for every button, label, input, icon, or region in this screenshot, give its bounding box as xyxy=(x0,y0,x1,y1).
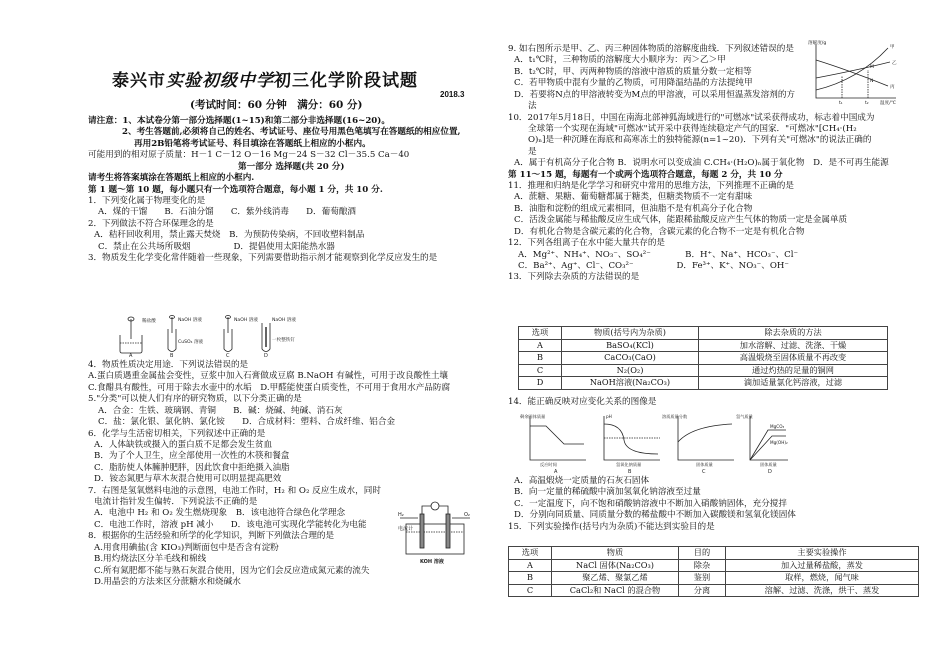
question-14 xyxy=(508,397,918,408)
question-stem: 11．推理和归纳是化学学习和研究中常用的思维方法，下列推理不正确的是 xyxy=(508,181,794,192)
q9-label: 乙 xyxy=(892,61,897,66)
q7-fuel-cell-figure xyxy=(396,500,476,566)
part1-title: 第一部分 选择题(共 20 分) xyxy=(238,161,345,172)
q7-label-o2: O₂ xyxy=(464,512,470,518)
question-stem: 5."分类"可以使人们有序的研究物质，以下分类正确的是 xyxy=(88,394,302,405)
table-cell: C xyxy=(509,584,552,597)
q14-axis-label: 氢氧化钠质量 xyxy=(616,462,642,467)
q3-figure xyxy=(112,313,312,357)
question-option: A．电池中 H₂ 和 O₂ 发生燃烧现象 B．该电池符合绿色化学理念 xyxy=(94,508,346,519)
q14-graph-letter: B xyxy=(628,469,632,474)
notice-item2b: 再用2B铅笔将考试证号、科目填涂在答题纸上相应的小框内。 xyxy=(134,138,371,149)
q3-letter: B xyxy=(170,353,174,357)
question-option: A．蔗糖、果糖、葡萄糖都属于糖类，但糖类物质不一定有甜味 xyxy=(514,192,753,203)
question-option: B．t₂℃时，甲、丙两种物质的溶液中溶质的质量分数一定相等 xyxy=(514,66,752,77)
table-cell: B xyxy=(509,572,552,585)
q14-axis-label: 溶质质量分数 xyxy=(662,414,688,419)
question-option: C．若甲物质中混有少量的乙物质，可用降温结晶的方法提纯甲 xyxy=(514,78,753,89)
q14-graph-letter: D xyxy=(768,469,772,474)
question-option: D．分别向同质量、同质量分数的稀盐酸中不断加入碳酸镁和氢氧化镁固体 xyxy=(514,510,796,521)
part1-instruction: 请考生将答案填涂在答题纸上相应的小框内. xyxy=(88,173,255,184)
question-stem: 8．根据你的生活经验和所学的化学知识，判断下列做法合理的是 xyxy=(88,531,335,542)
q3-letter: C xyxy=(226,353,230,357)
table-cell: CaCl₂和 NaCl 的混合物 xyxy=(552,584,679,597)
q3-letter: A xyxy=(129,353,133,357)
question-option: C.食醋具有酸性，可用于除去水壶中的水垢 D.甲醛能使蛋白质变性，不可用于食用水产品防腐 xyxy=(88,382,451,393)
table-cell: D xyxy=(519,377,562,390)
question-option: D.用晶尝的方法来区分蔗糖水和烧碱水 xyxy=(94,577,241,588)
table-header-row xyxy=(519,327,888,340)
question-option: C．电池工作时，溶液 pH 减小 D．该电池可实现化学能转化为电能 xyxy=(94,519,367,530)
table-13 xyxy=(518,326,888,390)
question-4 xyxy=(88,360,483,394)
question-option: A．人体缺铁或摄入的蛋白质不足都会发生贫血 xyxy=(94,439,273,450)
q9-label: N xyxy=(870,79,874,84)
section-b: 第 11～15 题，每题有一个或两个选项符合题意，每题 2 分，共 10 分 xyxy=(508,169,783,180)
notice-block xyxy=(88,116,483,264)
question-option: C．一定温度下，向不饱和硝酸钠溶液中不断加入硝酸钠固体，充分搅拌 xyxy=(514,498,787,509)
question-15-stem: 15．下列实验操作(括号内为杂质)不能达到实验目的是 xyxy=(508,521,715,532)
q9-label: 溶解度/g xyxy=(808,41,827,46)
question-option: A．t₁℃时，三种物质的溶解度大小顺序为：丙＞乙＞甲 xyxy=(514,55,726,66)
question-option: D．有机化合物是含碳元素的化合物，含碳元素的化合物不一定是有机化合物 xyxy=(514,226,805,237)
table-header: 除去杂质的方法 xyxy=(699,327,888,340)
question-stem: 10．2017年5月18日，中国在南海北部神狐海域进行的"可燃冰"试采获得成功，标志着中国成为 xyxy=(508,112,875,123)
exam-title xyxy=(112,70,418,93)
question-option: D．铵态氮肥与草木灰混合使用可以明显提高肥效 xyxy=(94,474,282,485)
q14-axis-label: 剩余固体质量 xyxy=(520,414,546,419)
question-stem: 7．右图是氢氧燃料电池的示意图，电池工作时，H₂ 和 O₂ 反应生成水，同时 xyxy=(88,485,381,496)
question-11 xyxy=(508,181,918,238)
section-a: 第 1 题～第 10 题，每小题只有一个选项符合题意，每小题 1 分，共 10 分. xyxy=(88,184,383,195)
q9-label: 温度/℃ xyxy=(880,101,896,106)
q9-label: t₂ xyxy=(865,101,869,106)
table-cell: A xyxy=(509,559,552,572)
question-option: C．活泼金属能与稀盐酸反应生成气体，能跟稀盐酸反应产生气体的物质一定是金属单质 xyxy=(514,215,848,226)
question-line: O)ₙ]是一种沉睡在海底和高寒冻土的独特能源(n=1~20)．下列有关"可燃冰"的说法正确的 xyxy=(528,135,872,146)
q9-label: t₁ xyxy=(839,101,843,106)
q3-label: CuSO₄ 溶液 xyxy=(178,340,204,345)
q14-options xyxy=(508,476,918,533)
question-stem: 3．物质发生化学变化常伴随着一些现象，下列需要借助指示剂才能观察到化学反应发生的是 xyxy=(88,253,438,264)
question-option: B．向一定量的稀硫酸中滴加氢氧化钠溶液至过量 xyxy=(514,487,701,498)
table-header: 目的 xyxy=(679,547,726,560)
table-cell: NaOH溶液(Na₂CO₃) xyxy=(562,377,699,390)
table-cell: 滴加适量氯化钙溶液，过滤 xyxy=(699,377,888,390)
fuel-cell-drawing xyxy=(396,500,476,566)
question-option: A．Mg²⁺、NH₄⁺、NO₃⁻、SO₄²⁻ B．H⁺、Na⁺、HCO₃⁻、Cl⁻ xyxy=(518,249,798,260)
table-header: 主要实验操作 xyxy=(726,547,919,560)
question-stem: 2．下列做法不符合环保理念的是 xyxy=(88,218,214,229)
table-cell: 鉴别 xyxy=(679,572,726,585)
question-option: B．为了个人卫生，应全部使用一次性的木筷和餐盒 xyxy=(94,451,290,462)
table-15 xyxy=(508,546,919,597)
table-15-wrap xyxy=(508,546,919,597)
table-header-row xyxy=(509,547,919,560)
question-option: 法 xyxy=(528,101,537,112)
table-row xyxy=(519,339,888,352)
question-option: C．脂肪使人体臃肿肥胖，因此饮食中拒绝摄入油脂 xyxy=(94,462,290,473)
q7-label-meter: 电流计 xyxy=(398,526,414,532)
exam-date: 2018.3 xyxy=(440,90,465,99)
q9-label: 丙 xyxy=(890,85,895,90)
table-cell: A xyxy=(519,339,562,352)
question-stem: 13．下列除去杂质的方法错误的是 xyxy=(508,272,640,283)
question-option: B.用灼烧法区分羊毛线和棉线 xyxy=(94,554,207,565)
q14-graphs xyxy=(520,412,790,474)
q9-solubility-figure xyxy=(808,40,900,108)
table-cell: 高温煅烧至固体质量不再改变 xyxy=(699,352,888,365)
q14-axis-label: 反应时间 xyxy=(540,462,557,467)
school-name-script: 实验初级中学 xyxy=(166,71,274,91)
q3-label: NaOH 溶液 xyxy=(234,318,258,323)
question-option: C.所有氮肥都不能与熟石灰混合使用，因为它们会反应造成氮元素的流失 xyxy=(94,565,370,576)
q3-letter: D xyxy=(264,353,268,357)
q3-label: 稀盐酸 xyxy=(142,319,156,324)
question-6 xyxy=(88,429,483,486)
question-1 xyxy=(88,196,483,219)
question-stem: 9. 如右图所示是甲、乙、丙三种固体物质的溶解度曲线．下列叙述错误的是 xyxy=(508,44,794,54)
solubility-curve-drawing xyxy=(808,40,900,108)
table-cell: B xyxy=(519,352,562,365)
atomic-mass: 可能用到的相对原子质量：H－1 C－12 O－16 Mg－24 S－32 Cl－35.5 Ca－40 xyxy=(88,150,410,161)
q14-curve-label: Mg(OH)₂ xyxy=(770,440,788,445)
q9-label: M xyxy=(870,65,874,70)
question-option: C．Ba²⁺、Ag⁺、Cl⁻、CO₃²⁻ D．Fe³⁺、K⁺、NO₃⁻、OH⁻ xyxy=(518,261,789,272)
question-option: C．盐：氯化银、氯化钠、氯化铵 D．合成材料：塑料、合成纤维、铝合金 xyxy=(98,417,396,428)
table-cell: 加水溶解、过滤、洗涤、干燥 xyxy=(699,339,888,352)
q14-axis-label: pH xyxy=(606,414,612,419)
table-header: 物质(括号内为杂质) xyxy=(562,327,699,340)
q14-graphs-drawing xyxy=(520,412,790,474)
question-stem: 4．物质性质决定用途．下列说法错误的是 xyxy=(88,360,249,370)
question-option: A．秸秆回收利用，禁止露天焚烧 B．为预防传染病，不回收塑料制品 xyxy=(94,230,365,241)
table-row xyxy=(519,352,888,365)
question-option: D．若要将N点的甲溶液转变为M点的甲溶液，可以采用恒温蒸发溶剂的方 xyxy=(514,89,796,100)
question-option: A.蛋白质遇重金属盐会变性，豆浆中加入石膏做成豆腐 B.NaOH 有碱性，可用于改良酸性土壤 xyxy=(88,371,449,382)
table-cell: 分离 xyxy=(679,584,726,597)
question-option: A.用食用碘盐(含 KIO₃)判断面包中是否含有淀粉 xyxy=(94,542,279,553)
q3-label: 一枚整铁钉 xyxy=(272,338,295,343)
table-row xyxy=(519,377,888,390)
question-10 xyxy=(508,113,918,170)
time-score: (考试时间：60 分钟 满分：60 分) xyxy=(190,99,363,111)
table-header: 选项 xyxy=(519,327,562,340)
table-cell: 除杂 xyxy=(679,559,726,572)
table-13-wrap xyxy=(518,326,888,390)
table-header: 选项 xyxy=(509,547,552,560)
q3-label: NaOH 溶液 xyxy=(178,318,202,323)
question-option: A．属于有机高分子化合物 B．说明水可以变成油 C.CH₄·(H₂O)ₙ属于氧化物 D．是不可再生能源 xyxy=(514,158,889,169)
question-5 xyxy=(88,394,483,428)
table-cell: 溶解、过滤、洗涤，烘干、蒸发 xyxy=(726,584,919,597)
q14-axis-label: 固体质量 xyxy=(696,462,713,467)
q3-label: NaOH 溶液 xyxy=(272,318,296,323)
table-cell: NaCl 固体(Na₂CO₃) xyxy=(552,559,679,572)
question-option: 电流计指针发生偏转．下列说法不正确的是 xyxy=(94,497,258,508)
table-cell: CaCO₃(CaO) xyxy=(562,352,699,365)
question-12 xyxy=(508,238,918,272)
q14-graph-letter: C xyxy=(702,469,706,474)
table-cell: N₂(O₂) xyxy=(562,364,699,377)
table-cell: BaSO₄(KCl) xyxy=(562,339,699,352)
question-stem: 6．化学与生活密切相关，下列叙述中正确的是 xyxy=(88,428,266,439)
question-line: 是 xyxy=(528,146,537,157)
q7-label-h2: H₂ xyxy=(398,512,404,518)
table-row xyxy=(509,584,919,597)
notice-item2a: 2、考生答题前,必须将自己的姓名、考试证号、座位号用黑色笔填写在答题纸的相应位置, xyxy=(122,127,461,138)
q9-label: 甲 xyxy=(890,45,895,50)
exam-name: 初三化学阶段试题 xyxy=(274,71,418,91)
table-header: 物质 xyxy=(552,547,679,560)
question-3 xyxy=(88,253,483,264)
q14-curve-label: MgCO₃ xyxy=(770,424,785,429)
q14-axis-label: 氢气质量 xyxy=(736,414,753,419)
question-option: A．煤的干馏 B．石油分馏 C．紫外线消毒 D．葡萄酿酒 xyxy=(98,207,357,218)
question-stem: 12．下列各组离子在水中能大量共存的是 xyxy=(508,238,666,249)
table-cell: 取样，燃烧，闻气味 xyxy=(726,572,919,585)
notice-heading: 请注意：1、本试卷分第一部分选择题(1~15)和第二部分非选择题(16~20)。 xyxy=(88,116,390,126)
table-row xyxy=(509,559,919,572)
table-cell: C xyxy=(519,364,562,377)
q7-label-koh: KOH 溶液 xyxy=(420,559,444,565)
table-row xyxy=(509,572,919,585)
question-option: B．油脂和淀粉的组成元素相同，但油脂不是有机高分子化合物 xyxy=(514,203,753,214)
question-option: A．高温煅烧一定质量的石灰石固体 xyxy=(514,476,650,486)
table-cell: 聚乙烯、聚氯乙烯 xyxy=(552,572,679,585)
q3-apparatus-drawing xyxy=(112,313,312,357)
table-cell: 加入过量稀盐酸，蒸发 xyxy=(726,559,919,572)
question-option: A．合金：生铁、玻璃钢、青铜 B．碱：烧碱、纯碱、消石灰 xyxy=(98,405,343,416)
question-line: 全球第一个实现在海域"可燃冰"试开采中获得连续稳定产气的国家．"可燃冰"[CH₄·(H₂ xyxy=(528,123,857,134)
school-name: 泰兴市 xyxy=(112,71,166,91)
question-option: C．禁止在公共场所吸烟 D．提倡使用太阳能热水器 xyxy=(98,241,335,252)
table-row xyxy=(519,364,888,377)
table-cell: 通过灼热的足量的铜网 xyxy=(699,364,888,377)
question-stem: 14．能正确反映对应变化关系的图像是 xyxy=(508,397,657,407)
question-13 xyxy=(508,272,918,283)
question-stem: 1．下列变化属于物理变化的是 xyxy=(88,195,206,206)
q14-axis-label: 固体质量 xyxy=(760,462,777,467)
q14-graph-letter: A xyxy=(554,469,558,474)
question-2 xyxy=(88,219,483,253)
